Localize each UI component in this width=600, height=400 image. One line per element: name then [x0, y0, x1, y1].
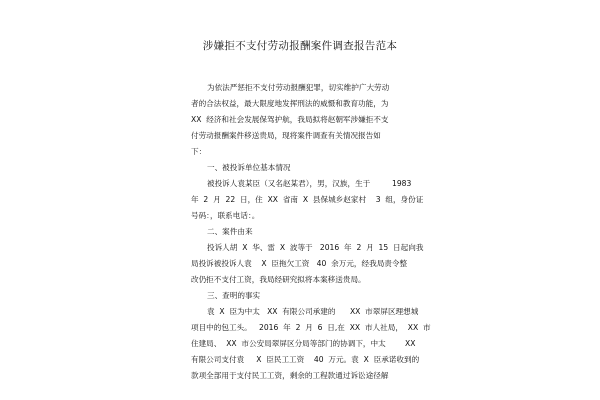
section-heading: 一、被投诉单位基本情况: [207, 163, 291, 172]
paragraph-line: 项目中的包工头。 2016 年 2 月 6 日,在 XX 市人社局， XX 市: [191, 323, 431, 332]
paragraph-line: 袁 X 臣为中太 XX 有限公司承建的 XX 市翠屏区理想城: [207, 307, 419, 316]
section-heading: 三、查明的事实: [207, 291, 261, 300]
paragraph-line: 下：: [191, 147, 207, 156]
document-title: 涉嫌拒不支付劳动报酬案件调查报告范本: [202, 40, 398, 52]
paragraph-line: 款项全部用于支付民工工资，剩余的工程款通过诉讼途径解: [191, 371, 389, 380]
paragraph-line: 有限公司支付袁 X 臣民工工资 40 万元。袁 X 臣承诺收到的: [191, 355, 420, 364]
paragraph-line: 投诉人胡 X 华、雷 X 波等于 2016 年 2 月 15 日起向我: [207, 243, 424, 252]
paragraph-line: 年 2 月 22 日，住 XX 省南 X 县保城乡赵家村 3 组，身份证: [191, 195, 424, 204]
paragraph-line: 号码：，联系电话：。: [191, 211, 260, 220]
paragraph-line: 住建局、 XX 市公安局翠屏区分局等部门的协调下，中太 XX: [191, 339, 416, 348]
paragraph-line: 改仍拒不支付工资，我局经研究拟将本案移送贵局。: [191, 275, 366, 284]
paragraph-line: XX 经济和社会发展保驾护航，我局拟将赵朝军涉嫌拒不支: [191, 115, 389, 124]
paragraph-line: 被投诉人袁某臣（又名赵某君），男，汉族，生于 1983: [207, 179, 412, 188]
paragraph-line: 为依法严惩拒不支付劳动报酬犯罪，切实维护广大劳动: [207, 83, 390, 92]
paragraph-line: 局投诉被投诉人袁 X 臣拖欠工资 40 余万元，经我局责令整: [191, 259, 408, 268]
section-heading: 二、案件由来: [207, 227, 253, 236]
paragraph-line: 付劳动报酬案件移送贵局，现将案件调查有关情况报告如: [191, 131, 381, 140]
paragraph-line: 者的合法权益，最大限度地发挥刑法的威慑和教育功能，为: [191, 99, 389, 108]
